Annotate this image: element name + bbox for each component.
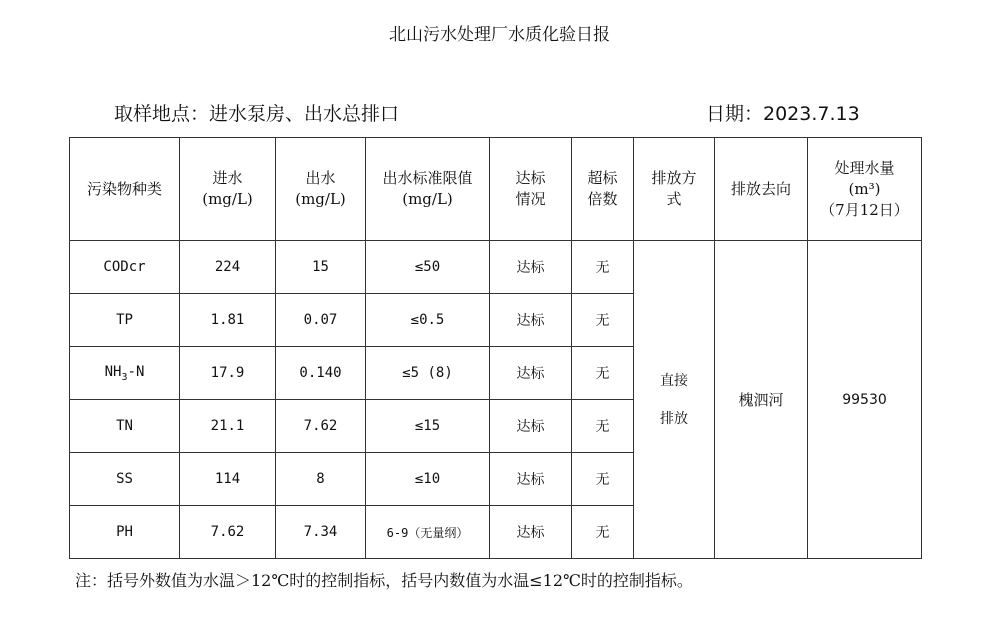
footnote: 注：括号外数值为水温＞12℃时的控制指标，括号内数值为水温≤12℃时的控制指标。 [75,571,693,590]
pollutant-cell: TN [70,400,180,453]
exceed-cell: 无 [572,241,634,294]
effluent-cell: 7.34 [276,506,366,559]
table-row [70,241,922,294]
influent-cell: 114 [180,453,276,506]
effluent-cell: 8 [276,453,366,506]
compliance-cell: 达标 [490,294,572,347]
influent-cell: 21.1 [180,400,276,453]
report-title: 北山污水处理厂水质化验日报 [389,25,610,45]
header-exceed: 超标 倍数 [572,138,634,241]
discharge-method-cell: 直接 排放 [634,241,715,559]
limit-cell: 6-9（无量纲） [366,506,490,559]
volume-cell: 99530 [808,241,922,559]
water-quality-table [69,137,922,559]
header-discharge-dest: 排放去向 [715,138,808,241]
sampling-location: 取样地点：进水泵房、出水总排口 [114,103,400,125]
pollutant-cell: SS [70,453,180,506]
compliance-cell: 达标 [490,506,572,559]
limit-cell: ≤15 [366,400,490,453]
report-date: 日期：2023.7.13 [706,103,860,125]
pollutant-cell: $NH_3-N$ [70,347,180,400]
compliance-cell: 达标 [490,347,572,400]
influent-cell: 224 [180,241,276,294]
exceed-cell: 无 [572,400,634,453]
compliance-cell: 达标 [490,241,572,294]
limit-cell: ≤0.5 [366,294,490,347]
effluent-cell: 7.62 [276,400,366,453]
exceed-cell: 无 [572,294,634,347]
pollutant-cell: CODcr [70,241,180,294]
effluent-cell: 15 [276,241,366,294]
header-volume: 处理水量 (m³) （7月12日） [808,138,922,241]
limit-cell: ≤5 (8) [366,347,490,400]
compliance-cell: 达标 [490,400,572,453]
header-effluent: 出水 (mg/L) [276,138,366,241]
discharge-dest-cell: 槐泗河 [715,241,808,559]
header-limit: 出水标准限值 (mg/L) [366,138,490,241]
exceed-cell: 无 [572,506,634,559]
exceed-cell: 无 [572,347,634,400]
header-compliance: 达标 情况 [490,138,572,241]
exceed-cell: 无 [572,453,634,506]
pollutant-cell: PH [70,506,180,559]
header-influent: 进水 (mg/L) [180,138,276,241]
table-header-row [70,138,922,241]
influent-cell: 17.9 [180,347,276,400]
limit-cell: ≤10 [366,453,490,506]
compliance-cell: 达标 [490,453,572,506]
limit-cell: ≤50 [366,241,490,294]
pollutant-cell: TP [70,294,180,347]
header-pollutant: 污染物种类 [70,138,180,241]
effluent-cell: 0.07 [276,294,366,347]
influent-cell: 7.62 [180,506,276,559]
influent-cell: 1.81 [180,294,276,347]
effluent-cell: 0.140 [276,347,366,400]
header-discharge-method: 排放方 式 [634,138,715,241]
